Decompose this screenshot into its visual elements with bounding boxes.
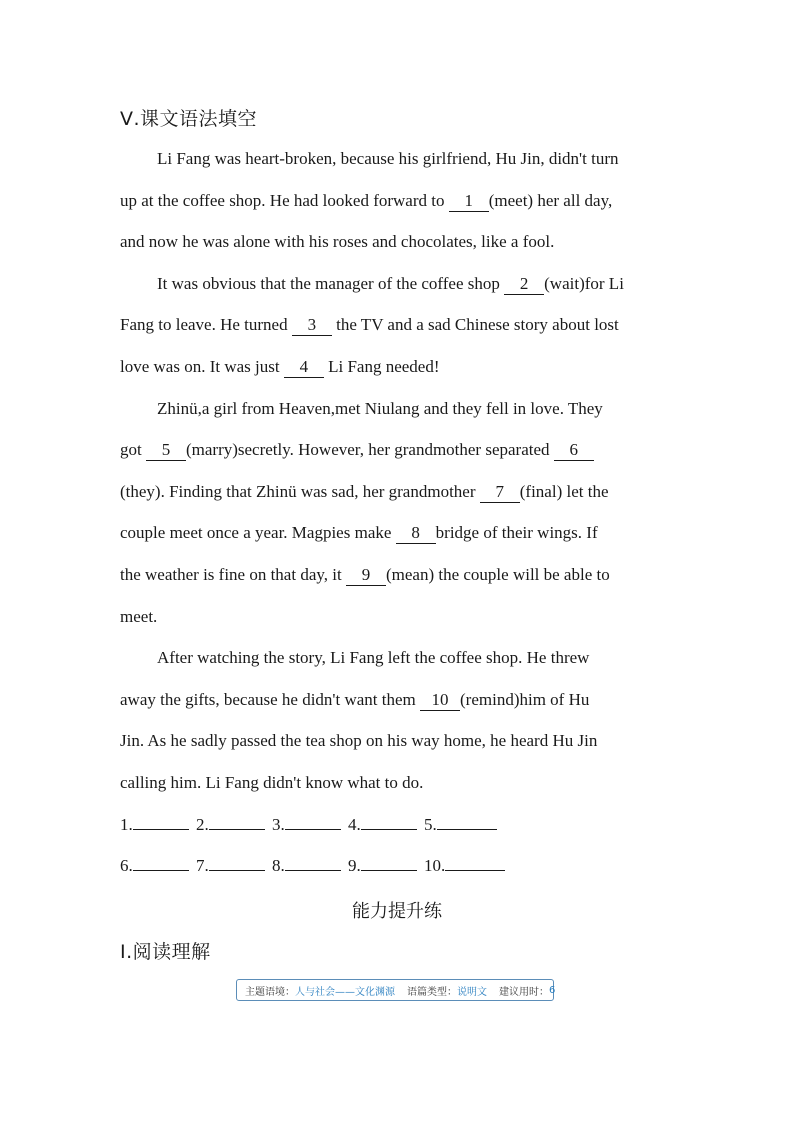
passage-line [120,438,680,462]
passage-text: the weather is fine on that day, it 9 (mean) the couple will be able to [120,565,610,584]
blank-8[interactable]: 8 [396,523,436,544]
blank-5[interactable]: 5 [146,440,186,461]
blank-2[interactable]: 2 [504,274,544,295]
passage-line [120,563,680,587]
passage-line [157,397,717,421]
passage-line [120,605,680,629]
theme-value: 人与社会——文化渊源 [295,986,395,998]
time-label: 建议用时： [499,986,549,998]
answer-slot[interactable]: 7. [196,856,265,876]
genre-label: 语篇类型： [407,986,457,998]
passage-text: Li Fang was heart-broken, because his girlfriend, Hu Jin, didn't turn [157,149,619,168]
answer-slot[interactable]: 6. [120,856,189,876]
answer-slot[interactable]: 9. [348,856,417,876]
section-title-i: Ⅰ.阅读理解 [120,941,211,963]
passage-line [157,646,717,670]
answer-slot[interactable]: 5. [424,815,497,835]
answer-slot[interactable]: 3. [272,815,341,835]
passage-line [120,729,680,753]
passage-text: calling him. Li Fang didn't know what to do. [120,773,424,792]
answer-slot[interactable]: 10. [424,856,505,876]
answer-slot[interactable]: 8. [272,856,341,876]
blank-1[interactable]: 1 [449,191,489,212]
passage-line [120,313,680,337]
passage-line [120,771,680,795]
passage-text: got 5 (marry)secretly. However, her grandmother separated 6 [120,440,594,459]
answer-slot[interactable]: 2. [196,815,265,835]
part-title: 能力提升练 [352,901,442,922]
theme-label: 主题语境： [245,986,295,998]
blank-9[interactable]: 9 [346,565,386,586]
answer-slot[interactable]: 1. [120,815,189,835]
passage-text: Zhinü,a girl from Heaven,met Niulang and they fell in love. They [157,399,603,418]
blank-7[interactable]: 7 [480,482,520,503]
answer-slot[interactable]: 4. [348,815,417,835]
passage-text: away the gifts, because he didn't want them 10 (remind)him of Hu [120,690,590,709]
blank-4[interactable]: 4 [284,357,324,378]
passage-line [120,521,680,545]
answer-row-2 [120,856,508,876]
passage-text: It was obvious that the manager of the coffee shop 2 (wait)for Li [157,274,624,293]
passage-text: love was on. It was just 4 Li Fang needed! [120,357,440,376]
passage-text: Jin. As he sadly passed the tea shop on his way home, he heard Hu Jin [120,731,598,750]
passage-line [120,355,680,379]
passage-text: and now he was alone with his roses and chocolates, like a fool. [120,232,555,251]
passage-text: up at the coffee shop. He had looked forward to 1 (meet) her all day, [120,191,613,210]
section-title-v: Ⅴ.课文语法填空 [120,108,258,130]
answer-row-1 [120,815,500,835]
passage-text: Fang to leave. He turned 3 the TV and a sad Chinese story about lost [120,315,619,334]
passage-line [120,230,680,254]
blank-10[interactable]: 10 [420,690,460,711]
passage-text: couple meet once a year. Magpies make 8 bridge of their wings. If [120,523,598,542]
passage-line [157,147,663,171]
info-box [236,979,554,1001]
passage-text: (they). Finding that Zhinü was sad, her grandmother 7 (final) let the [120,482,609,501]
passage-line [120,189,665,213]
time-value: 6 [549,984,556,996]
blank-6[interactable]: 6 [554,440,594,461]
passage-line [120,688,680,712]
passage-text: After watching the story, Li Fang left the coffee shop. He threw [157,648,590,667]
blank-3[interactable]: 3 [292,315,332,336]
genre-value: 说明文 [457,986,487,998]
passage-line [157,272,717,296]
passage-line [120,480,680,504]
passage-text: meet. [120,607,158,626]
